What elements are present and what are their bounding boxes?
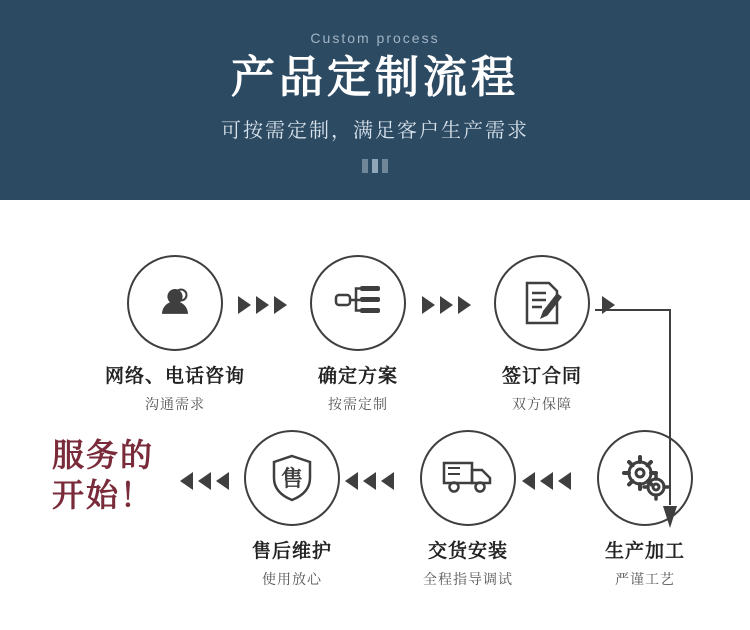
header-banner (0, 0, 750, 200)
step-node-1[interactable] (95, 255, 255, 414)
arrow-left-icon (180, 472, 193, 490)
step-5-circle (420, 430, 516, 526)
consultant-person-icon (149, 277, 201, 329)
step-2-sub: 按需定制 (328, 396, 388, 412)
service-start-line-1: 服务的 (52, 437, 155, 473)
contract-signature-icon (517, 277, 567, 329)
banner-subtitle: 可按需定制，满足客户生产需求 (221, 120, 529, 143)
step-4-title: 生产加工 (604, 541, 685, 562)
service-start-line-2: 开始！ (52, 477, 155, 513)
delivery-truck-icon (440, 457, 496, 499)
step-node-5[interactable] (388, 430, 548, 589)
step-3-sub: 双方保障 (512, 396, 572, 412)
arrow-left-icon (216, 472, 229, 490)
step-2-title: 确定方案 (317, 366, 398, 387)
decorative-dots (362, 159, 388, 173)
dot-3 (382, 159, 388, 173)
dot-2 (372, 159, 378, 173)
step-4-circle (597, 430, 693, 526)
gears-production-icon (618, 453, 672, 503)
service-start-label (52, 435, 154, 515)
step-4-sub: 严谨工艺 (615, 571, 675, 587)
dot-1 (362, 159, 368, 173)
arrow-group-6-to-start (180, 472, 229, 490)
step-2-circle (310, 255, 406, 351)
svg-text:售: 售 (280, 466, 304, 491)
step-node-4[interactable] (565, 430, 725, 589)
arrow-left-icon (198, 472, 211, 490)
step-node-6[interactable] (212, 430, 372, 589)
arrow-left-icon (381, 472, 394, 490)
arrow-right-icon (602, 296, 615, 314)
arrow-right-icon (238, 296, 251, 314)
plan-branch-icon (330, 280, 386, 326)
page-title: 产品定制流程 (231, 53, 519, 102)
step-6-title: 售后维护 (251, 541, 332, 562)
arrow-step3-exit (602, 296, 615, 314)
after-sales-shield-icon (269, 452, 315, 504)
step-6-sub: 使用放心 (262, 571, 322, 587)
step-1-sub: 沟通需求 (145, 396, 205, 412)
step-5-sub: 全程指导调试 (423, 571, 513, 587)
step-3-title: 签订合同 (501, 366, 582, 387)
step-node-3[interactable] (462, 255, 622, 414)
step-6-circle (244, 430, 340, 526)
arrow-right-icon (256, 296, 269, 314)
arrow-right-icon (440, 296, 453, 314)
arrow-right-icon (422, 296, 435, 314)
process-flow (0, 200, 750, 630)
step-node-2[interactable] (278, 255, 438, 414)
arrow-left-icon (558, 472, 571, 490)
step-1-circle (127, 255, 223, 351)
banner-eyebrow: Custom process (310, 30, 440, 46)
step-3-circle (494, 255, 590, 351)
step-5-title: 交货安装 (427, 541, 508, 562)
step-1-title: 网络、电话咨询 (104, 366, 245, 387)
